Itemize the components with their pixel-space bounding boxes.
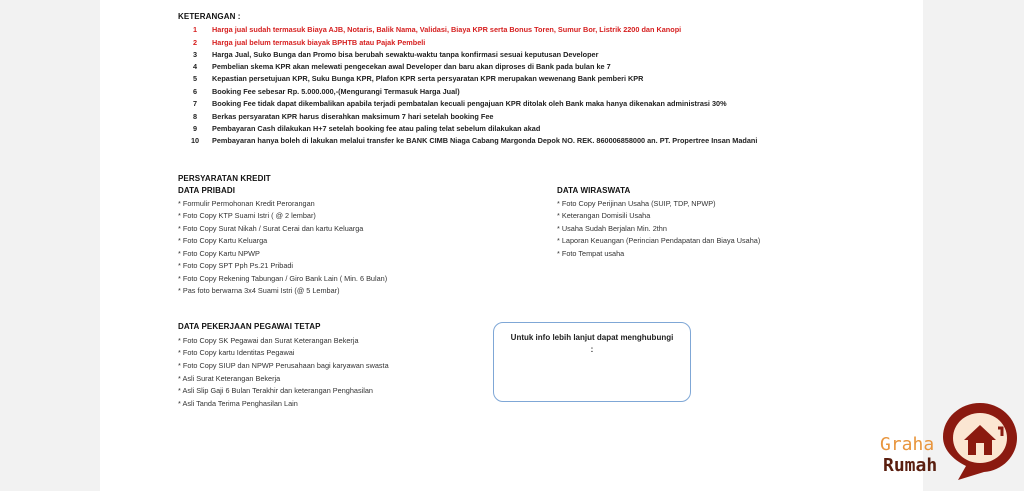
pribadi-item: * Foto Copy Kartu Keluarga: [178, 236, 268, 245]
note-row: [178, 124, 540, 133]
wiraswata-item: * Foto Tempat usaha: [557, 249, 625, 258]
wiraswata-item: * Usaha Sudah Berjalan Min. 2thn: [557, 224, 667, 233]
note-text: Pembayaran hanya boleh di lakukan melalui transfer ke BANK CIMB Niaga Cabang Margonda Depok NO. REK. 860006858000 an. PT. Propertree Insan Madani: [212, 136, 758, 145]
note-text: Harga jual belum termasuk biayak BPHTB atau Pajak Pembeli: [212, 38, 426, 47]
note-row: [178, 25, 681, 34]
pegawai-item: * Foto Copy SK Pegawai dan Surat Keterangan Bekerja: [178, 336, 359, 345]
pegawai-item: * Asli Surat Keterangan Bekerja: [178, 374, 281, 383]
persyaratan-title: PERSYARATAN KREDIT: [178, 174, 271, 183]
house-in-speech-bubble-icon: [940, 400, 1020, 482]
note-number: 9: [192, 124, 198, 133]
note-text: Booking Fee sebesar Rp. 5.000.000,-(Mengurangi Termasuk Harga Jual): [212, 87, 460, 96]
note-number: 5: [192, 74, 198, 83]
note-number: 8: [192, 112, 198, 121]
note-text: Harga Jual, Suko Bunga dan Promo bisa berubah sewaktu-waktu tanpa konfirmasi sesuai keputusan Developer: [212, 50, 599, 59]
note-text: Kepastian persetujuan KPR, Suku Bunga KPR, Plafon KPR serta persyaratan KPR merupakan wewenang Bank pemberi KPR: [212, 74, 644, 83]
pribadi-item: * Foto Copy Kartu NPWP: [178, 249, 260, 258]
note-row: [178, 99, 727, 108]
note-row: [178, 74, 643, 83]
pribadi-item: * Formulir Permohonan Kredit Perorangan: [178, 199, 315, 208]
note-number: 6: [192, 87, 198, 96]
contact-text: [494, 332, 690, 356]
note-number: 1: [192, 25, 198, 34]
data-pegawai-title: DATA PEKERJAAN PEGAWAI TETAP: [178, 322, 321, 331]
wiraswata-item: * Keterangan Domisili Usaha: [557, 211, 651, 220]
wiraswata-item: * Foto Copy Perijinan Usaha (SUIP, TDP, NPWP): [557, 199, 716, 208]
data-pribadi-title: DATA PRIBADI: [178, 186, 236, 195]
note-number: 10: [190, 136, 200, 145]
note-row: [178, 112, 493, 121]
wiraswata-item: * Laporan Keuangan (Perincian Pendapatan dan Biaya Usaha): [557, 236, 761, 245]
note-number: 3: [192, 50, 198, 59]
pribadi-item: * Foto Copy Rekening Tabungan / Giro Bank Lain ( Min. 6 Bulan): [178, 274, 388, 283]
note-text: Pembelian skema KPR akan melewati pengecekan awal Developer dan baru akan diproses di Bank pada bulan ke 7: [212, 62, 611, 71]
pribadi-item: * Foto Copy SPT Pph Ps.21 Pribadi: [178, 261, 294, 270]
note-text: Harga jual sudah termasuk Biaya AJB, Notaris, Balik Nama, Validasi, Biaya KPR serta Bonus Toren, Sumur Bor, Listrik 2200 dan Kanopi: [212, 25, 682, 34]
pegawai-item: * Foto Copy kartu Identitas Pegawai: [178, 348, 295, 357]
note-text: Pembayaran Cash dilakukan H+7 setelah booking fee atau paling telat sebelum dilakukan akad: [212, 124, 541, 133]
note-number: 7: [192, 99, 198, 108]
pribadi-item: * Foto Copy Surat Nikah / Surat Cerai dan kartu Keluarga: [178, 224, 364, 233]
note-row: [178, 38, 425, 47]
note-text: Berkas persyaratan KPR harus diserahkan maksimum 7 hari setelah booking Fee: [212, 112, 494, 121]
note-number: 2: [192, 38, 198, 47]
logo-word-rumah: Rumah: [883, 455, 938, 476]
note-row: [178, 50, 598, 59]
keterangan-title: KETERANGAN :: [178, 12, 241, 21]
pegawai-item: * Asli Tanda Terima Penghasilan Lain: [178, 399, 298, 408]
contact-line: Untuk info lebih lanjut dapat menghubungi: [510, 333, 674, 342]
pribadi-item: * Foto Copy KTP Suami Istri ( @ 2 lembar): [178, 211, 316, 220]
note-row: [178, 136, 757, 145]
note-row: [178, 87, 460, 96]
contact-box: [493, 322, 691, 402]
data-wiraswata-title: DATA WIRASWATA: [557, 186, 631, 195]
contact-colon: :: [590, 345, 594, 354]
note-row: [178, 62, 611, 71]
note-text: Booking Fee tidak dapat dikembalikan apabila terjadi pembatalan kecuali pengajuan KPR ditolak oleh Bank maka hanya dikenakan administrasi 30%: [212, 99, 727, 108]
pegawai-item: * Asli Slip Gaji 6 Bulan Terakhir dan keterangan Penghasilan: [178, 386, 373, 395]
note-number: 4: [192, 62, 198, 71]
pegawai-item: * Foto Copy SIUP dan NPWP Perusahaan bagi karyawan swasta: [178, 361, 389, 370]
pribadi-item: * Pas foto berwarna 3x4 Suami Istri (@ 5 Lembar): [178, 286, 340, 295]
logo-word-graha: Graha: [880, 434, 935, 455]
